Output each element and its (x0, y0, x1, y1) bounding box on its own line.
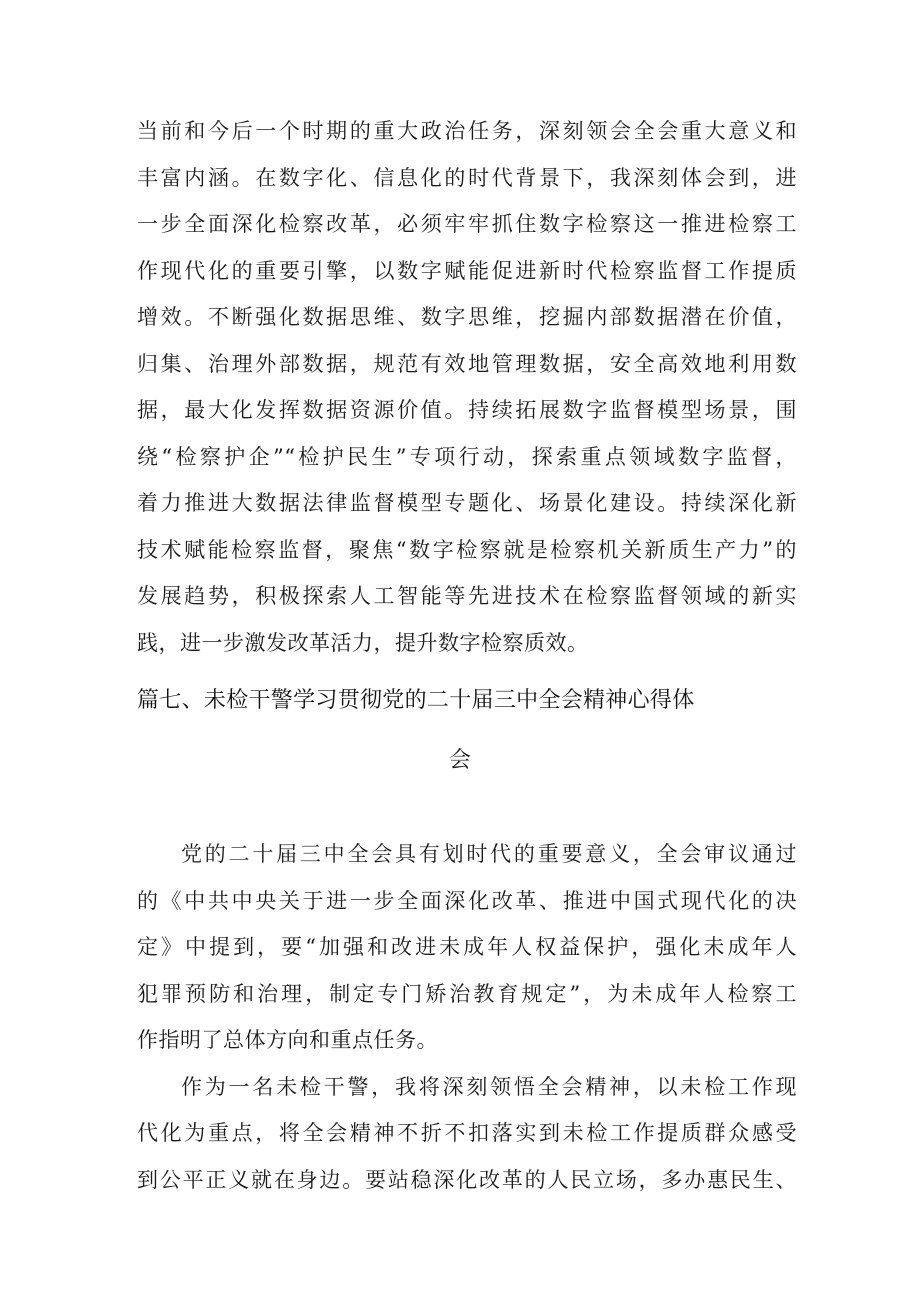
paragraph-line: 绕“检察护企”“检护民生”专项行动，探索重点领域数字监督， (137, 444, 797, 469)
paragraph-juvenile-procuratorate (137, 831, 797, 1203)
paragraph-line: 一步全面深化检察改革，必须牢牢抓住数字检察这一推进检察工 (137, 212, 797, 236)
paragraph-line: 到公平正义就在身边。要站稳深化改革的人民立场，多办惠民生、 (137, 1167, 797, 1192)
section-heading: 篇七、未检干警学习贯彻党的二十届三中全会精神心得体 (137, 688, 695, 713)
paragraph-line: 的《中共中央关于进一步全面深化改革、推进中国式现代化的决 (137, 888, 797, 913)
paragraph-line: 据，最大化发挥数据资源价值。持续拓展数字监督模型场景，围 (137, 398, 797, 422)
paragraph-line: 归集、治理外部数据，规范有效地管理数据，安全高效地利用数 (137, 351, 797, 376)
paragraph-digital-procuratorate (137, 108, 797, 666)
paragraph-line: 代化为重点，将全会精神不折不扣落实到未检工作提质群众感受 (137, 1121, 797, 1145)
paragraph-line: 丰富内涵。在数字化、信息化的时代背景下，我深刻体会到，进 (137, 165, 797, 190)
paragraph-line: 作指明了总体方向和重点任务。 (137, 1028, 438, 1052)
paragraph-line: 发展趋势，积极探索人工智能等先进技术在检察监督领域的新实 (137, 584, 797, 608)
paragraph-line: 犯罪预防和治理，制定专门矫治教育规定”，为未成年人检察工 (137, 981, 797, 1006)
paragraph-line: 党的二十届三中全会具有划时代的重要意义，全会审议通过 (181, 842, 797, 866)
paragraph-line: 定》中提到，要“加强和改进未成年人权益保护，强化未成年人 (137, 935, 797, 959)
paragraph-line: 技术赋能检察监督，聚焦“数字检察就是检察机关新质生产力”的 (137, 537, 797, 562)
paragraph-line: 着力推进大数据法律监督模型专题化、场景化建设。持续深化新 (137, 491, 797, 515)
section-heading-continuation: 会 (448, 748, 472, 773)
paragraph-line: 作为一名未检干警，我将深刻领悟全会精神，以未检工作现 (181, 1074, 797, 1099)
paragraph-line: 作现代化的重要引擎，以数字赋能促进新时代检察监督工作提质 (137, 258, 797, 283)
paragraph-line: 增效。不断强化数据思维、数字思维，挖掘内部数据潜在价值， (137, 305, 797, 329)
paragraph-line: 当前和今后一个时期的重大政治任务，深刻领会全会重大意义和 (137, 119, 797, 143)
paragraph-line: 践，进一步激发改革活力，提升数字检察质效。 (137, 630, 589, 655)
